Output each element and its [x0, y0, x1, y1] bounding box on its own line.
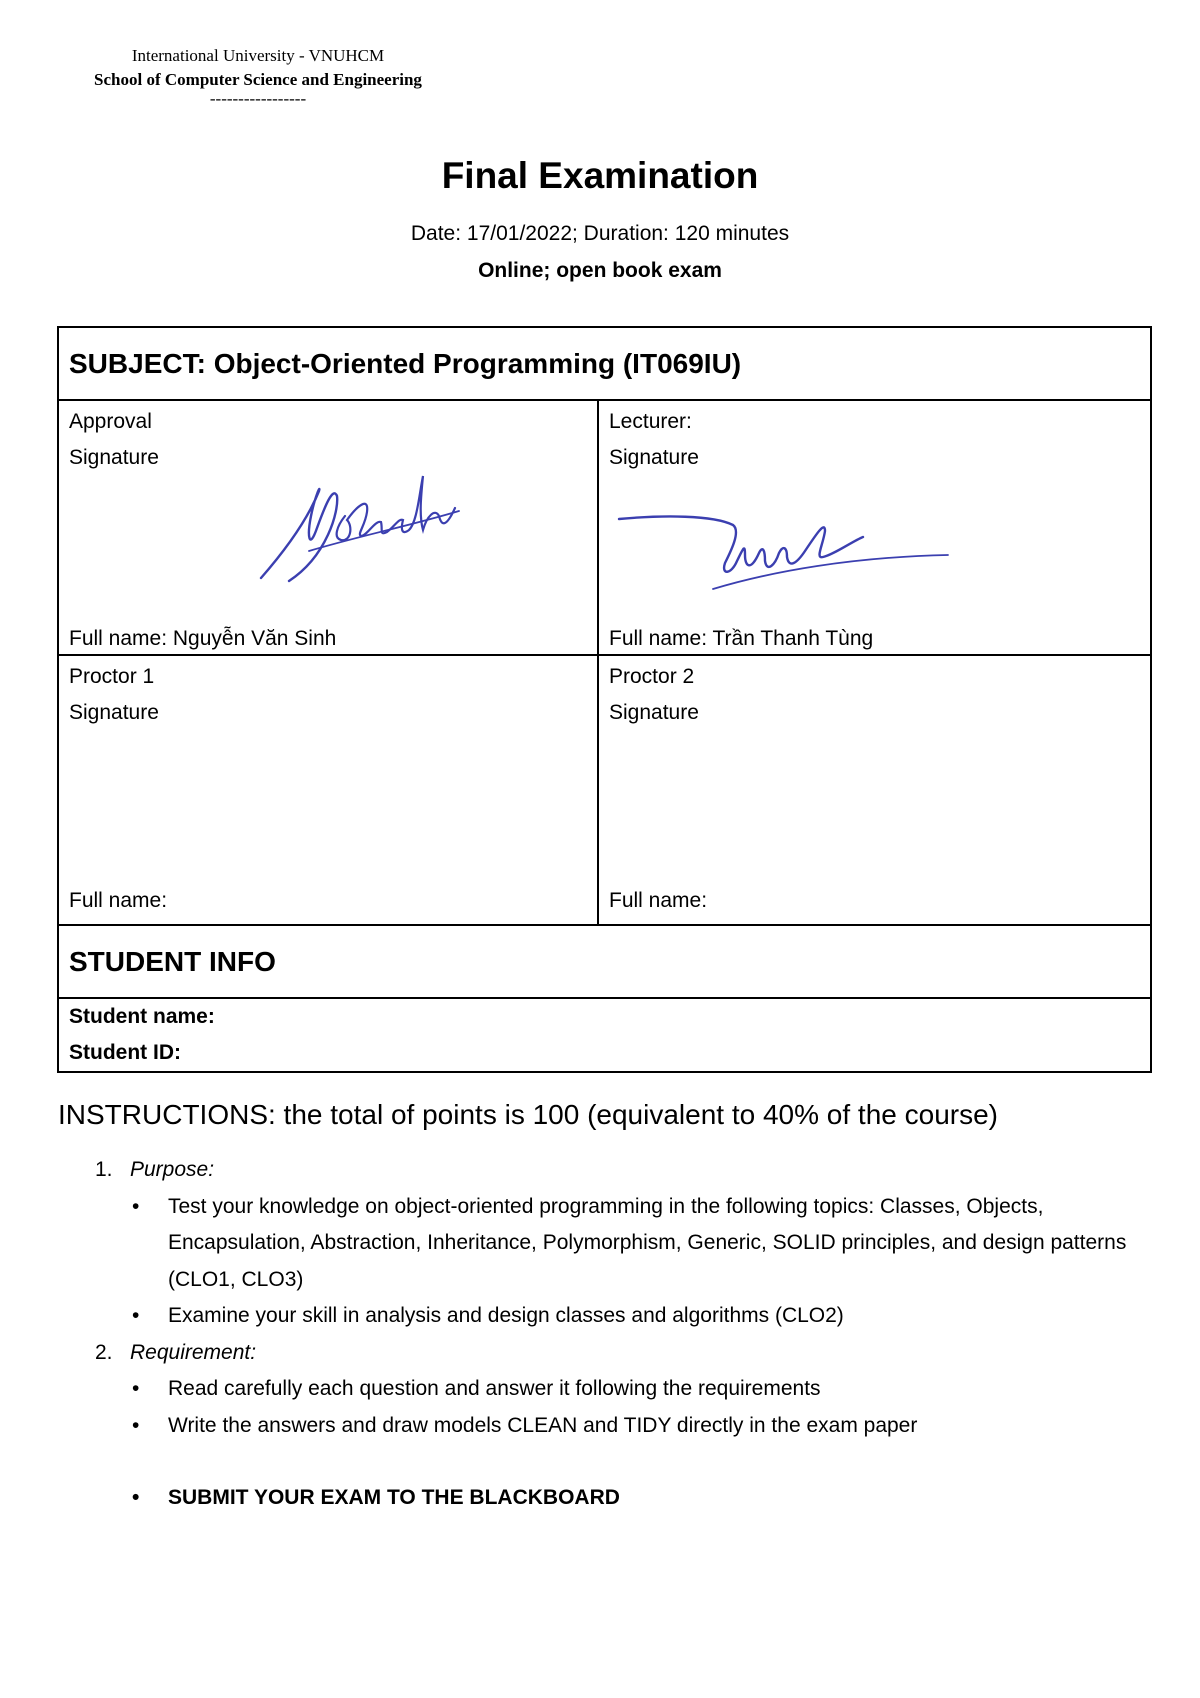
bullet-text: Write the answers and draw models CLEAN and TIDY directly in the exam paper — [168, 1413, 918, 1437]
lecturer-signature-label: Signature — [609, 446, 699, 469]
exam-cover-table — [57, 326, 1152, 1073]
section-number: 2. — [95, 1340, 113, 1364]
lecturer-full-name: Full name: Trần Thanh Tùng — [609, 627, 874, 650]
header-divider: ----------------- — [209, 89, 307, 108]
instructions-heading: INSTRUCTIONS: the total of points is 100 (equivalent to 40% of the course) — [58, 1099, 998, 1130]
section-requirement — [58, 1335, 1148, 1372]
exam-title: Final Examination — [441, 155, 759, 196]
submit-text: SUBMIT YOUR EXAM TO THE BLACKBOARD — [168, 1486, 620, 1509]
proctor2-full-name: Full name: — [609, 889, 708, 912]
approval-role: Approval — [69, 410, 152, 433]
proctor1-role: Proctor 1 — [69, 665, 155, 688]
lecturer-role: Lecturer: — [609, 410, 692, 433]
instructions-list — [58, 1152, 1148, 1517]
section-purpose — [58, 1152, 1148, 1189]
section-heading: Purpose: — [130, 1158, 215, 1181]
exam-date-duration: Date: 17/01/2022; Duration: 120 minutes — [410, 222, 790, 245]
bullet-text: Test your knowledge on object-oriented programming in the following topics: Classes, Objects, Encapsulation, Abstraction, Inheritance, Polymorphism, Generic, SOLID principles, and design patterns (CLO1, CLO3) — [168, 1194, 1127, 1291]
section-number: 1. — [95, 1158, 113, 1181]
proctor1-cell — [58, 655, 598, 925]
proctor1-full-name: Full name: — [69, 889, 168, 912]
lecturer-cell — [598, 400, 1151, 655]
university-name: International University - VNUHCM — [131, 46, 385, 65]
student-info-heading: STUDENT INFO — [58, 925, 1151, 998]
approval-cell — [58, 400, 598, 655]
approval-full-name: Full name: Nguyễn Văn Sinh — [69, 627, 337, 650]
submit-instruction — [58, 1480, 1148, 1517]
bullet-icon: • — [132, 1194, 140, 1218]
student-id-label: Student ID: — [69, 1041, 181, 1064]
approval-signature-image — [249, 456, 469, 586]
bullet-icon: • — [132, 1413, 140, 1437]
proctor2-role: Proctor 2 — [609, 665, 695, 688]
bullet-icon: • — [132, 1377, 140, 1400]
bullet-icon: • — [132, 1486, 140, 1509]
proctor2-signature-label: Signature — [609, 701, 699, 724]
list-item — [58, 1298, 1148, 1335]
bullet-icon: • — [132, 1304, 140, 1327]
list-item — [58, 1371, 1148, 1408]
exam-mode: Online; open book exam — [478, 259, 722, 282]
subject-cell: SUBJECT: Object-Oriented Programming (IT069IU) — [58, 327, 1151, 400]
list-item — [58, 1189, 1148, 1299]
proctor1-signature-label: Signature — [69, 701, 159, 724]
student-name-label: Student name: — [69, 1005, 215, 1028]
proctor2-cell — [598, 655, 1151, 925]
school-name: School of Computer Science and Engineering — [94, 70, 422, 89]
approval-signature-label: Signature — [69, 446, 159, 469]
bullet-text: Read carefully each question and answer it following the requirements — [168, 1377, 821, 1400]
list-item — [58, 1408, 1148, 1445]
institution-header — [58, 44, 458, 106]
spacer — [58, 1444, 1148, 1480]
student-info-fields — [58, 998, 1151, 1072]
lecturer-signature-image — [613, 501, 953, 601]
section-heading: Requirement: — [130, 1340, 257, 1364]
bullet-text: Examine your skill in analysis and design classes and algorithms (CLO2) — [168, 1304, 844, 1327]
